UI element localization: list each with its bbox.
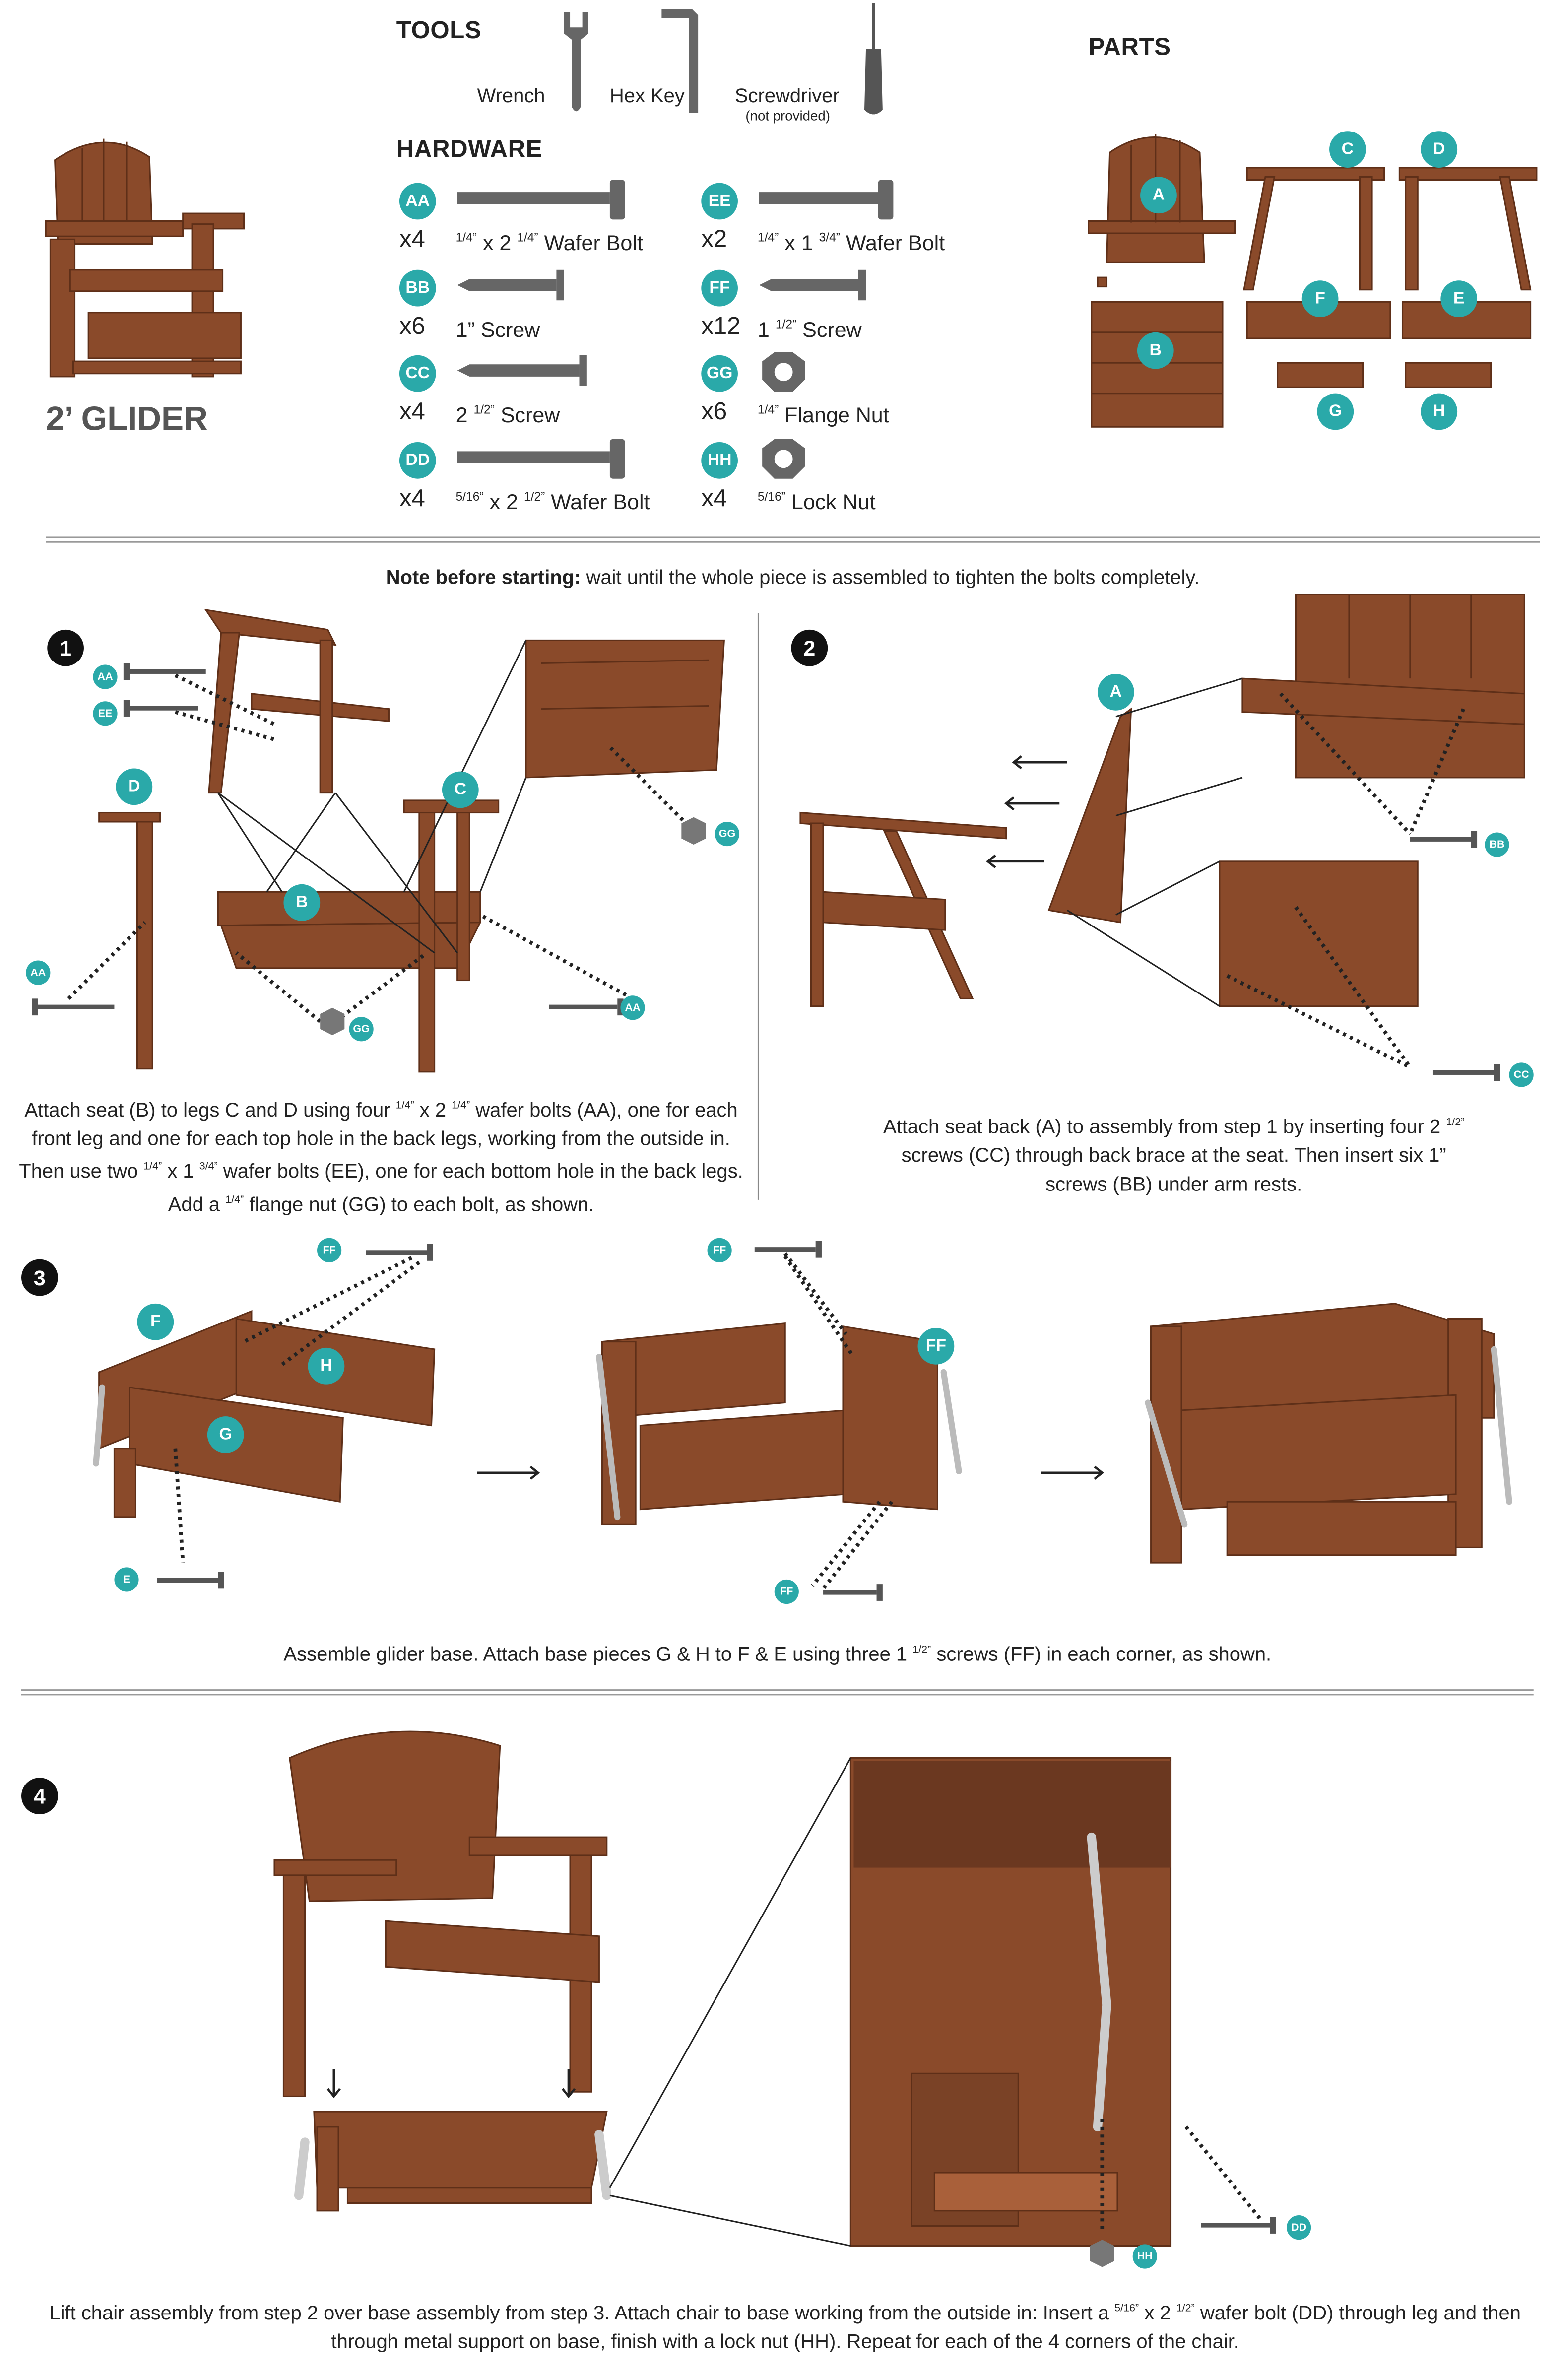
tools-heading: TOOLS (396, 18, 482, 45)
hardware-badge-hh: HH (701, 442, 738, 479)
hardware-name: 1 $^{1/2”}$ Screw (757, 317, 862, 342)
wrench-icon (561, 9, 591, 116)
step-3-label-e: E (114, 1567, 138, 1591)
part-label-a: A (1140, 177, 1177, 213)
step-2-caption: Attach seat back (A) to assembly from step 1 by inserting four 2 $^{1/2”}$ screws (CC) through back brace at the seat. Then insert six 1” screws (BB) under arm rests. (883, 1115, 1465, 1196)
part-label-d: D (1421, 131, 1457, 168)
step-4-label-hh: HH (1133, 2244, 1157, 2268)
hardware-name: $^{1/4”}$ x 2 $^{1/4”}$ Wafer Bolt (455, 230, 643, 255)
part-label-b: B (1137, 332, 1174, 369)
hardware-qty: x4 (399, 486, 425, 513)
hardware-badge-gg: GG (701, 355, 738, 392)
bolt-icon (457, 177, 641, 222)
divider (46, 536, 1540, 542)
step-3-label-ff: FF (317, 1238, 341, 1262)
step-3-label-ff: FF (708, 1238, 732, 1262)
step-1-label-gg: GG (715, 822, 739, 846)
hardware-badge-cc: CC (399, 355, 436, 392)
step-1-label-c: C (442, 772, 479, 808)
note-before-starting (152, 566, 1433, 589)
step-2-illustration (793, 587, 1540, 1082)
hardware-qty: x6 (399, 314, 425, 340)
screw-icon (457, 349, 641, 395)
nut-icon (759, 436, 942, 482)
step-1-label-ee: EE (93, 701, 117, 726)
part-label-e: E (1440, 280, 1477, 317)
step-2-label-cc: CC (1509, 1062, 1534, 1087)
step-3-label-f: F (137, 1304, 174, 1340)
hardware-name: $^{1/4”}$ x 1 $^{3/4”}$ Wafer Bolt (757, 230, 945, 255)
screw-icon (759, 264, 942, 310)
step-1-caption: Attach seat (B) to legs C and D using four $^{1/4”}$ x 2 $^{1/4”}$ wafer bolts (AA), one for each front leg and one for each top hole in the back legs, working from the outside in. Then use two $^{1/4”}$ x 1 $^{3/4”}$ wafer bolts (EE), one for each bottom hole in the back legs. Add a $^{1/4”}$ flange nut (GG) to each bolt, as shown. (19, 1098, 743, 1215)
step-1-label-aa: AA (26, 961, 50, 985)
step-3-label-ff: FF (775, 1580, 799, 1604)
step-4-label-dd: DD (1287, 2215, 1311, 2240)
step-2-label-bb: BB (1485, 832, 1509, 857)
part-label-f: F (1302, 280, 1339, 317)
part-label-c: C (1329, 131, 1366, 168)
nut-icon (759, 349, 942, 395)
step-divider (758, 613, 759, 1200)
note-text: wait until the whole piece is assembled to tighten the bolts completely. (581, 565, 1200, 589)
hardware-name: $^{5/16”}$ Lock Nut (757, 489, 876, 514)
hardware-name: $^{1/4”}$ Flange Nut (757, 402, 889, 427)
bolt-icon (457, 436, 641, 482)
glider-product-image (43, 130, 263, 389)
hardware-badge-ee: EE (701, 183, 738, 220)
step-1-illustration (23, 602, 755, 1075)
divider (21, 1689, 1534, 1695)
note-bold: Note before starting: (386, 565, 581, 589)
hardware-qty: x12 (701, 314, 741, 340)
step-2-label-a: A (1098, 674, 1134, 711)
step-3-caption: Assemble glider base. Attach base pieces G & H to F & E using three 1 $^{1/2”}$ screws (FF) in each corner, as shown. (283, 1642, 1272, 1665)
step-1-label-d: D (116, 768, 152, 805)
hardware-badge-dd: DD (399, 442, 436, 479)
step-3-number: 3 (21, 1259, 58, 1296)
screw-icon (457, 264, 641, 310)
hardware-heading: HARDWARE (396, 137, 543, 163)
step-4-caption: Lift chair assembly from step 2 over base assembly from step 3. Attach chair to base working from the outside in: Insert a $^{5/16”}$ x 2 $^{1/2”}$ wafer bolt (DD) through leg and then through metal support on base, finish with a lock nut (HH). Repeat for each of the 4 corners of the chair. (49, 2301, 1521, 2353)
hardware-name: 2 $^{1/2”}$ Screw (455, 402, 560, 427)
hardware-qty: x6 (701, 399, 727, 426)
hardware-qty: x2 (701, 227, 727, 254)
hardware-badge-bb: BB (399, 270, 436, 307)
bolt-icon (759, 177, 942, 222)
step-4-number: 4 (21, 1778, 58, 1814)
step-3-label-g: G (207, 1416, 244, 1453)
tool-label-screwdriver: Screwdriver (734, 83, 840, 107)
hardware-badge-aa: AA (399, 183, 436, 220)
step-3-label-h: H (308, 1348, 345, 1385)
tool-note-not-provided: (not provided) (745, 108, 830, 124)
tool-label-wrench: Wrench (477, 83, 545, 107)
hardware-badge-ff: FF (701, 270, 738, 307)
product-title: 2’ GLIDER (46, 399, 208, 438)
step-1-label-aa: AA (93, 665, 117, 689)
hardware-name: 1” Screw (455, 317, 540, 342)
part-label-g: G (1317, 394, 1354, 430)
step-1-number: 1 (47, 630, 84, 666)
screwdriver-icon (861, 3, 886, 116)
part-label-h: H (1421, 394, 1457, 430)
step-1-label-aa: AA (620, 995, 645, 1020)
step-1-label-b: B (283, 884, 320, 921)
step-4-illustration (271, 1730, 1430, 2279)
step-1-label-gg: GG (349, 1017, 374, 1041)
step-2-number: 2 (791, 630, 828, 666)
hardware-qty: x4 (399, 399, 425, 426)
step-3-illustration (84, 1235, 1532, 1616)
hardware-name: $^{5/16”}$ x 2 $^{1/2”}$ Wafer Bolt (455, 489, 650, 514)
parts-heading: PARTS (1088, 35, 1171, 61)
tool-label-hex-key: Hex Key (609, 83, 685, 107)
step-3-label-ff: FF (918, 1328, 955, 1365)
hardware-qty: x4 (701, 486, 727, 513)
hardware-qty: x4 (399, 227, 425, 254)
